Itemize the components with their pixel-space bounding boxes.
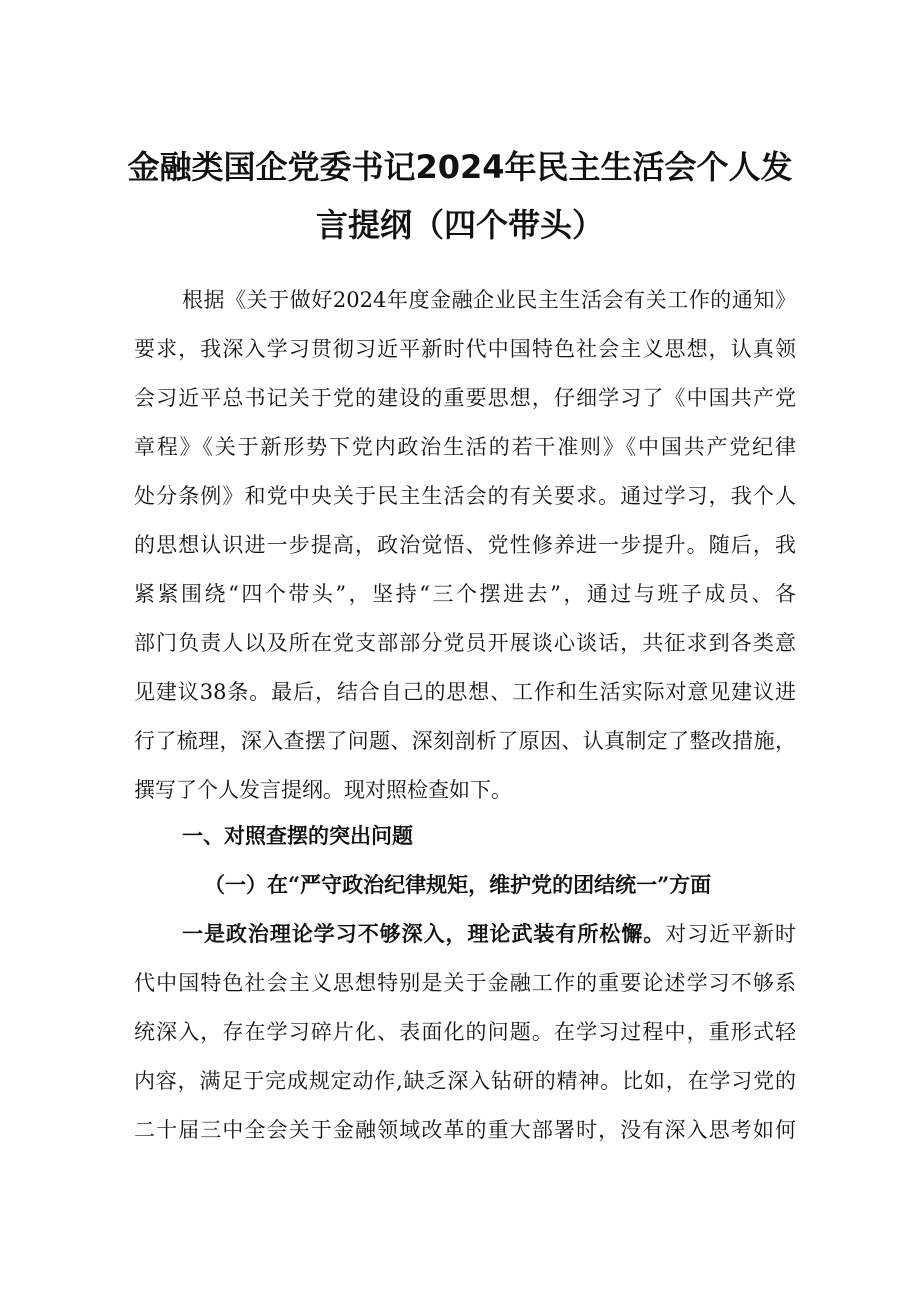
point-text: 对习近平新时: [665, 922, 797, 946]
paragraph-line: 代中国特色社会主义思想特别是关于金融工作的重要论述学习不够系: [134, 971, 796, 995]
paragraph-line: 见建议38条。最后，结合自己的思想、工作和生活实际对意见建议进: [134, 680, 796, 704]
subsection-heading: （一）在“严守政治纪律规矩，维护党的团结统一”方面: [204, 872, 712, 897]
paragraph-line: 处分条例》和党中央关于民主生活会的有关要求。通过学习，我个人: [134, 484, 796, 508]
paragraph-line: 内容，满足于完成规定动作,缺乏深入钻研的精神。比如，在学习党的: [134, 1069, 796, 1093]
paragraph-line: 二十届三中全会关于金融领域改革的重大部署时，没有深入思考如何: [134, 1118, 796, 1142]
document-title-line-2: 言提纲（四个带头）: [315, 206, 604, 244]
paragraph-line: 行了梳理，深入查摆了问题、深刻剖析了原因、认真制定了整改措施，: [134, 729, 796, 753]
paragraph-line: 统深入，存在学习碎片化、表面化的问题。在学习过程中，重形式轻: [134, 1020, 796, 1044]
point-title: 一是政治理论学习不够深入，理论武装有所松懈。: [182, 921, 666, 946]
section-heading: 一、对照查摆的突出问题: [182, 823, 413, 848]
paragraph-line: 会习近平总书记关于党的建设的重要思想，仔细学习了《中国共产党: [134, 386, 796, 410]
paragraph-line: 部门负责人以及所在党支部部分党员开展谈心谈话，共征求到各类意: [134, 631, 796, 655]
document-title-line-1: 金融类国企党委书记2024年民主生活会个人发: [127, 148, 793, 186]
point-line: [182, 920, 796, 948]
paragraph-line: 的思想认识进一步提高，政治觉悟、党性修养进一步提升。随后，我: [134, 533, 796, 557]
paragraph-line: 要求，我深入学习贯彻习近平新时代中国特色社会主义思想，认真领: [134, 337, 796, 361]
paragraph-line: 紧紧围绕“四个带头”，坚持“三个摆进去”，通过与班子成员、各: [134, 582, 796, 606]
paragraph-line: 撰写了个人发言提纲。现对照检查如下。: [134, 778, 512, 802]
paragraph-line: 根据《关于做好2024年度金融企业民主生活会有关工作的通知》: [182, 288, 796, 312]
paragraph-line: 章程》《关于新形势下党内政治生活的若干准则》《中国共产党纪律: [134, 435, 796, 459]
